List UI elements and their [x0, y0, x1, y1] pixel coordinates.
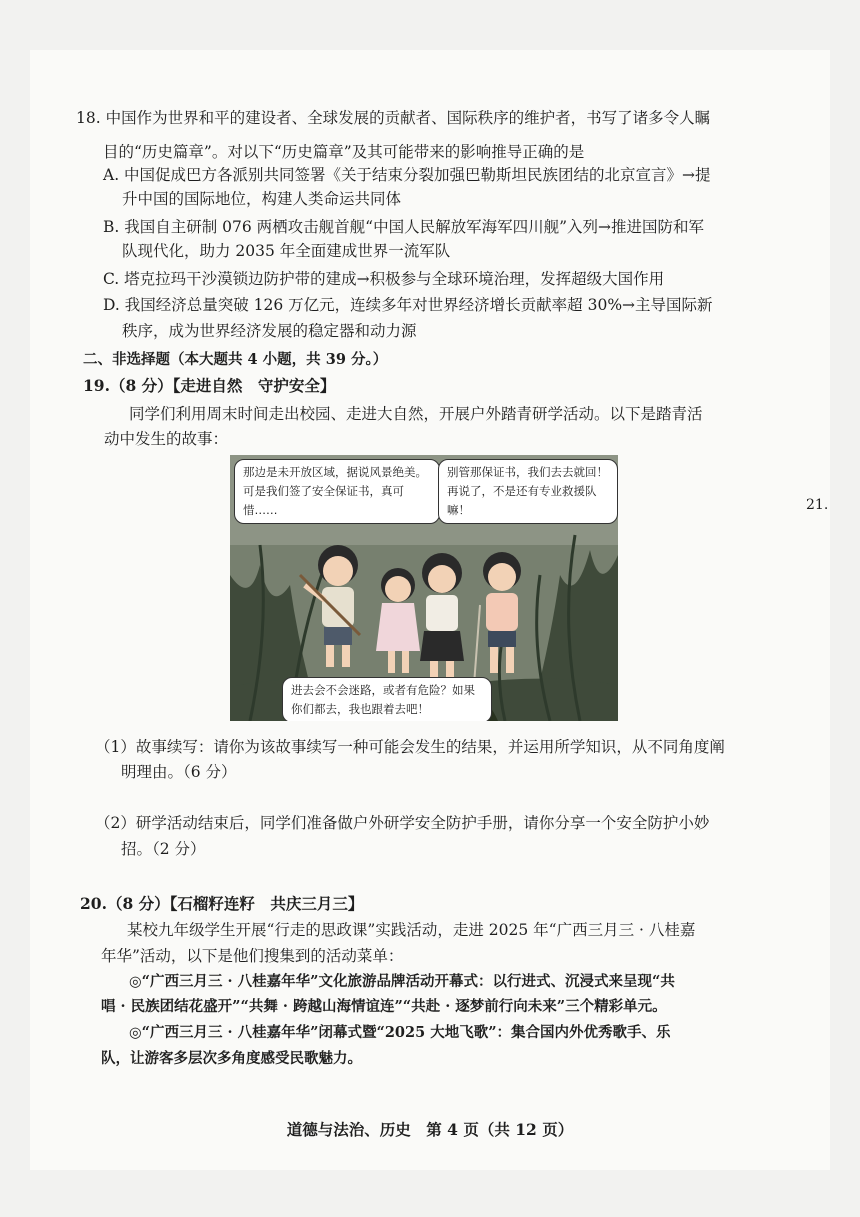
q20-item2-line2: 队，让游客多层次多角度感受民歌魅力。	[101, 1050, 362, 1067]
speech-bubble-bottom: 进去会不会迷路，或者有危险？如果你们都去，我也跟着去吧！	[282, 677, 492, 721]
q18-option-d-line1: D. 我国经济总量突破 126 万亿元，连续多年对世界经济增长贡献率超 30%→主导国际新	[103, 296, 713, 314]
q19-sub2-line1: （2）研学活动结束后，同学们准备做户外研学安全防护手册，请你分享一个安全防护小妙	[95, 814, 710, 832]
q19-sub1-line1: （1）故事续写：请你为该故事续写一种可能会发生的结果，并运用所学知识，从不同角度阐	[95, 738, 725, 756]
q18-stem-line1: 18. 中国作为世界和平的建设者、全球发展的贡献者、国际秩序的维护者，书写了诸多令人瞩	[76, 109, 711, 127]
q19-header: 19.（8 分）【走进自然 守护安全】	[83, 376, 336, 395]
margin-question-number: 21.	[806, 497, 829, 513]
page-footer: 道德与法治、历史 第 4 页（共 12 页）	[286, 1120, 574, 1139]
q18-option-a-line1: A. 中国促成巴方各派别共同签署《关于结束分裂加强巴勒斯坦民族团结的北京宣言》→提	[103, 166, 711, 184]
q20-item2-line1: ◎“广西三月三 · 八桂嘉年华”闭幕式暨“2025 大地飞歌”：集合国内外优秀歌手、乐	[129, 1024, 671, 1041]
q20-intro-line1: 某校九年级学生开展“行走的思政课”实践活动，走进 2025 年“广西三月三 · 八桂嘉	[127, 921, 696, 939]
q20-item1-line1: ◎“广西三月三 · 八桂嘉年华”文化旅游品牌活动开幕式：以行进式、沉浸式来呈现“共	[129, 973, 675, 990]
q18-option-b-line1: B. 我国自主研制 076 两栖攻击舰首舰“中国人民解放军海军四川舰”入列→推进国防和军	[103, 218, 705, 236]
q19-sub1-line2: 明理由。（6 分）	[121, 763, 237, 781]
q19-sub2-line2: 招。（2 分）	[121, 840, 206, 858]
q20-item1-line2: 唱 · 民族团结花盛开”“共舞 · 跨越山海情谊连”“共赴 · 逐梦前行向未来”三个精彩单元。	[101, 998, 667, 1015]
speech-bubble-right: 别管那保证书，我们去去就回！再说了，不是还有专业救援队嘛！	[438, 459, 618, 524]
q19-intro-line1: 同学们利用周末时间走出校园、走进大自然，开展户外踏青研学活动。以下是踏青活	[129, 405, 703, 423]
story-illustration	[230, 455, 618, 721]
speech-bubble-left: 那边是未开放区域，据说风景绝美。可是我们签了安全保证书，真可惜……	[234, 459, 440, 524]
section-2-title: 二、非选择题（本大题共 4 小题，共 39 分。）	[83, 351, 388, 368]
q18-option-b-line2: 队现代化，助力 2035 年全面建成世界一流军队	[122, 242, 451, 260]
q19-intro-line2: 动中发生的故事：	[104, 430, 229, 448]
q18-option-c: C. 塔克拉玛干沙漠锁边防护带的建成→积极参与全球环境治理，发挥超级大国作用	[103, 270, 665, 288]
q18-option-a-line2: 升中国的国际地位，构建人类命运共同体	[122, 190, 402, 208]
q18-stem-line2: 目的“历史篇章”。对以下“历史篇章”及其可能带来的影响推导正确的是	[103, 143, 585, 161]
q20-intro-line2: 年华”活动，以下是他们搜集到的活动菜单：	[101, 947, 404, 965]
q18-option-d-line2: 秩序，成为世界经济发展的稳定器和动力源	[122, 322, 417, 340]
q20-header: 20.（8 分）【石榴籽连籽 共庆三月三】	[80, 894, 364, 913]
